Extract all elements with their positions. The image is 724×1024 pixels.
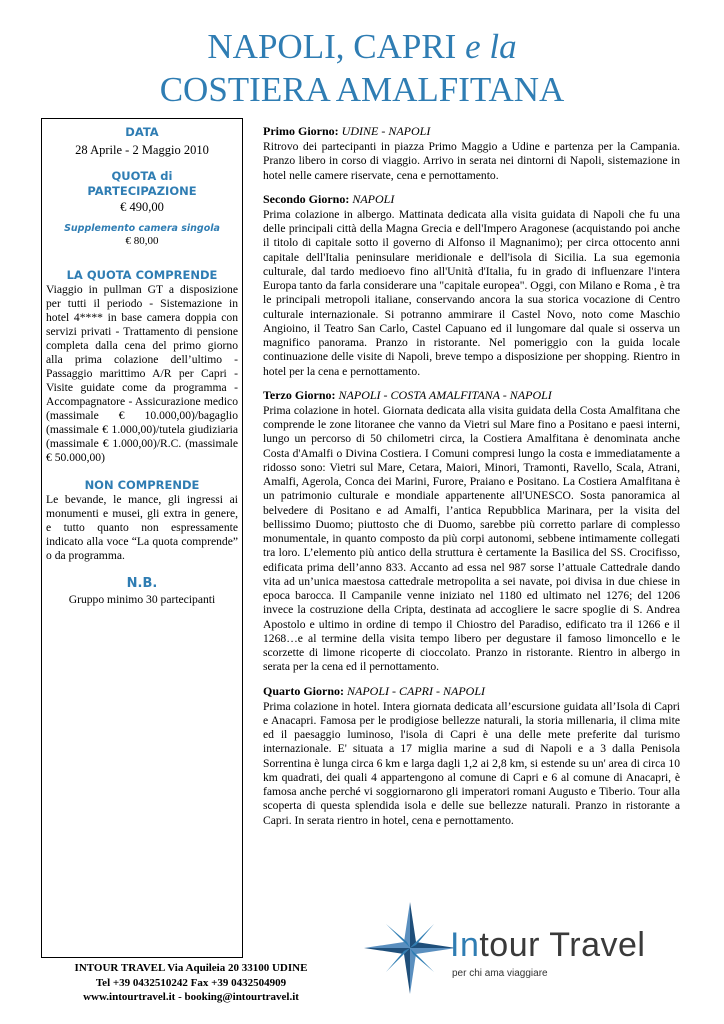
day-destination: NAPOLI - CAPRI - NAPOLI — [347, 683, 485, 698]
day-destination: NAPOLI - COSTA AMALFITANA - NAPOLI — [338, 387, 552, 402]
page-title-line1 — [0, 27, 724, 67]
itinerary — [263, 124, 680, 837]
supplement-heading: Supplemento camera singola — [64, 223, 220, 234]
day-text: Ritrovo dei partecipanti in piazza Primo Maggio a Udine e partenza per la Campania. Pranzo libero in corso di viaggio. Arrivo in serata nei dintorni di Napoli, sistemazione in hotel nelle camere riservate, cena e pernottamento. — [263, 140, 680, 182]
day-3 — [263, 388, 680, 675]
day-text: Prima colazione in hotel. Intera giornata dedicata all’escursione guidata all’Isola di Capri e Anacapri. Famosa per le prodigiose bellezze naturali, la storia millenaria, il clima mite ed il paesaggio luminoso, l'isola di Capri è una delle mete preferite dal turismo internazionale. E' situata a 17 miglia marine a sud di Napoli e a 3 dalla Penisola Sorrentina è lunga circa 6 km e larga dagli 1,2 ai 2,8 km, si estende su un' area di circa 10 km quadrati, dei quali 4 appartengono al comune di Capri e 6 al comune di Anacapri, è famosa anche perché vi soggiornarono gli imperatori romani Augusto e Tiberio. Tour alla scoperta di questa splendida isola e delle sue bellezze naturali. Pranzo in ristorante a Capri. In serata rientro in hotel, cena e pernottamento. — [263, 699, 680, 827]
title-e-la: e la — [465, 27, 517, 66]
day-2 — [263, 192, 680, 379]
footer-web: www.intourtravel.it - booking@intourtravel.it — [83, 991, 299, 1003]
agency-footer — [41, 961, 341, 1005]
day-label: Secondo Giorno: — [263, 191, 350, 206]
date-heading: DATA — [125, 125, 159, 139]
brand-logo — [450, 926, 645, 964]
day-destination: UDINE - NAPOLI — [341, 124, 431, 138]
day-label: Terzo Giorno: — [263, 387, 336, 402]
excludes-text: Le bevande, le mance, gli ingressi ai monumenti e musei, gli extra in genere, e tutto quanto non espressamente indicato alla voce “La quota comprende” o da programma. — [46, 493, 238, 562]
page-title-line2: COSTIERA AMALFITANA — [159, 70, 565, 109]
includes-heading: LA QUOTA COMPRENDE — [66, 268, 218, 282]
info-sidebar — [41, 118, 243, 958]
brand-rest: tour Travel — [479, 926, 646, 964]
brand-in: In — [450, 926, 480, 964]
day-label: Quarto Giorno: — [263, 683, 344, 698]
excludes-heading: NON COMPRENDE — [84, 478, 200, 492]
quota-heading-2: PARTECIPAZIONE — [87, 184, 197, 198]
footer-address: INTOUR TRAVEL Via Aquileia 20 33100 UDINE — [74, 962, 308, 974]
includes-text: Viaggio in pullman GT a disposizione per tutti il periodo - Sistemazione in hotel 4**** in base camera doppia con servizi privati - Trattamento di pensione completa dalla cena del primo giorno alla prima colazione dell’ultimo - Passaggio marittimo A/R per Capri - Visite guidate come da programma - Accompagnatore - Assicurazione medico (massimale € 10.000,00)/bagaglio (massimale € 1.000,00)/tutela giudiziaria (massimale € 1.000,00)/R.C. (massimale € 50.000,00) — [46, 283, 238, 464]
day-text: Prima colazione in hotel. Giornata dedicata alla visita guidata della Costa Amalfitana che comprende le zone litoranee che vanno da Vietri sul Mare fino a Positano e paesi interni, lungo un percorso di 50 chilometri circa, la Costiera Amalfitana è denominata anche Costa d'Amalfi o Divina Costiera. I Comuni compresi lungo la costa e immediatamente a ridosso sono: Vietri sul Mare, Cetara, Maiori, Minori, Tramonti, Ravello, Scala, Atrani, Amalfi, Agerola, Conca dei Marini, Furore, Praiano e Positano. La Costiera Amalfitana è un patrimonio culturale e mondiale appartenente all'UNESCO. Sosta panoramica al belvedere di Positano e ad Amalfi, l’antica Repubblica Marinara, per la visita del bellissimo Duomo; piuttosto che di Duomo, sarebbe più corretto parlare di complesso monumentale, in quanto composto da più corpi autonomi, sebbene intimamente collegati tra loro. L’elemento più antico della struttura è certamente la Basilica del SS. Crocifisso, edificata prima dell’anno 833. Accanto ad essa nel 987 sorse l’attuale Cattedrale dando vita ad un’unica maestosa cattedrale metropolita a sei navate, poi divisa in due chiese in epoca barocca. Il Campanile venne iniziato nel 1180 ed ultimato nel 1276; del 1206 invece la costruzione della Cripta, destinata ad accogliere le sacre spoglie di S. Andrea Apostolo e ultimo in ordine di tempo il Chiostro del Paradiso, edificato tra il 1266 e il 1268…e al termine della visita tempo libero per degustare il famoso limoncello e le scorzette di limone ricoperte di cioccolato. Pranzo in ristorante. Rientro in albergo in serata per la cena ed il pernottamento. — [263, 403, 680, 674]
day-1 — [263, 124, 680, 183]
quota-value: € 490,00 — [120, 200, 164, 214]
day-destination: NAPOLI — [352, 191, 395, 206]
nb-heading: N.B. — [126, 576, 158, 591]
title-napoli: NAPOLI — [207, 27, 336, 66]
day-label: Primo Giorno: — [263, 124, 339, 138]
supplement-value: € 80,00 — [125, 235, 159, 247]
day-text: Prima colazione in albergo. Mattinata dedicata alla visita guidata di Napoli che fu una delle principali città della Magna Grecia e dell'Impero Aragonese (acquistando poi anche il titolo di capitale sotto il governo di Alfonso il Magnanimo); per circa ottocento anni capitale dell'Italia peninsulare meridionale e dell'isola di Sicilia. La sua egemonia culturale, dal tardo medioevo fino all'Unità d'Italia, fu in grado di influenzare l'intera Europa tanto da farla considerare una "capitale europea". Oggi, con Milano e Roma , è tra le principali metropoli italiane, conservando ancora la sua storica vocazione di Centro culturale internazionale. Si potranno ammirare il Castel Novo, noto come Maschio Angioino, il Teatro San Carlo, Castel Capuano ed il lungomare dal quale si osserva un magnifico panorama. Pranzo in ristorante. Nel pomeriggio con la guida locale continuazione delle visite di Napoli, breve tempo a disposizione per shopping. Rientro in hotel per la cena e pernottamento. — [263, 207, 681, 378]
brand-tagline: per chi ama viaggiare — [452, 968, 548, 979]
quota-heading-1: QUOTA di — [111, 169, 173, 183]
footer-phone: Tel +39 0432510242 Fax +39 0432504909 — [95, 976, 287, 989]
date-value: 28 Aprile - 2 Maggio 2010 — [75, 143, 209, 157]
title-capri: , CAPRI — [335, 27, 457, 66]
day-4 — [263, 684, 680, 828]
nb-text: Gruppo minimo 30 partecipanti — [68, 593, 216, 606]
